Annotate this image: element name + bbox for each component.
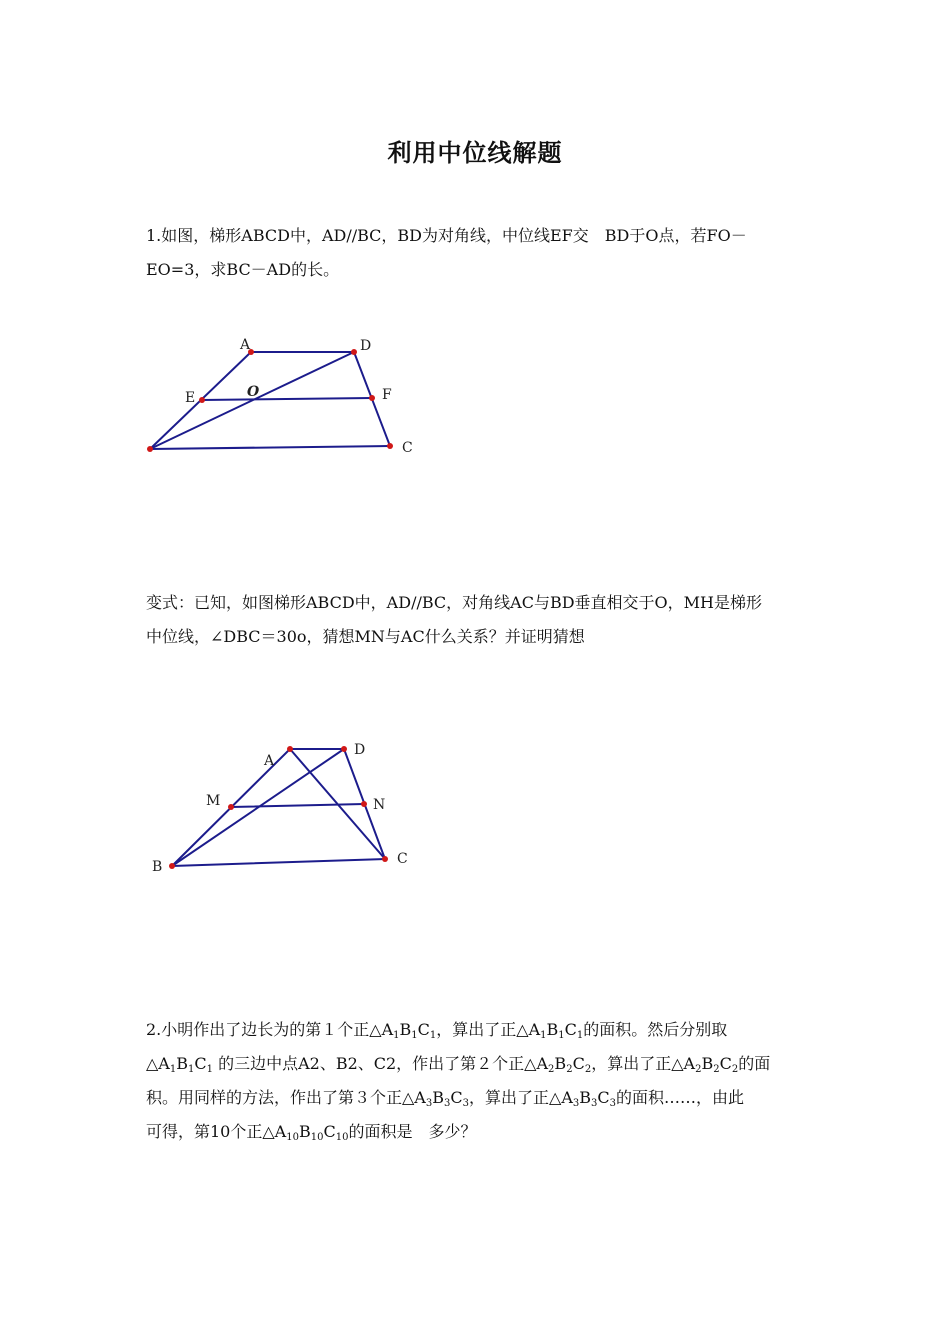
fig2-label-m: M bbox=[206, 793, 221, 809]
problem-2 bbox=[146, 1013, 814, 1149]
fig1-label-c: C bbox=[402, 440, 413, 456]
fig2-label-n: N bbox=[373, 797, 386, 813]
problem-2-line-2: $\triangle A_1B_1C_1$ 的三边中点A2、B2、C2，作出了第２个正$\triangle A_2B_2C_2$，算出了正$\triangle A_2B_2C_2$的面 bbox=[146, 1054, 771, 1075]
fig1-midline-ef bbox=[202, 398, 372, 400]
problem-2-line-3: 积。用同样的方法，作出了第３个正$\triangle A_3B_3C_3$，算出了正$\triangle A_3B_3C_3$的面积……，由此 bbox=[146, 1088, 745, 1109]
fig1-diagonal-bd bbox=[150, 352, 354, 449]
problem-1-line-2: EO=3，求BC－AD的长。 bbox=[146, 260, 340, 279]
fig1-label-d: D bbox=[360, 338, 372, 354]
variant-problem bbox=[146, 586, 814, 654]
figure-1-trapezoid bbox=[147, 337, 413, 456]
fig1-label-f: F bbox=[382, 387, 392, 403]
fig1-label-a: A bbox=[240, 337, 251, 353]
fig2-midline-mn bbox=[231, 804, 364, 807]
fig1-label-e: E bbox=[185, 390, 196, 406]
fig2-label-c: C bbox=[397, 851, 408, 867]
fig2-point-d bbox=[341, 746, 347, 752]
fig2-diagonal-bd bbox=[172, 749, 344, 866]
fig1-label-o: O bbox=[247, 384, 260, 400]
variant-line-2: 中位线，∠DBC＝30o，猜想MN与AC什么关系？并证明猜想 bbox=[146, 627, 585, 646]
fig1-point-c bbox=[387, 443, 393, 449]
fig1-point-d bbox=[351, 349, 357, 355]
fig2-label-d: D bbox=[354, 742, 366, 758]
fig2-point-b bbox=[169, 863, 175, 869]
fig2-label-a: A bbox=[264, 753, 275, 769]
fig1-edge-bc bbox=[150, 446, 390, 449]
page-title: 利用中位线解题 bbox=[387, 139, 563, 167]
problem-2-line-4: 可得，第10个正$\triangle A_{10}B_{10}C_{10}$的面积是 多少？ bbox=[146, 1122, 477, 1143]
fig2-point-a bbox=[287, 746, 293, 752]
problem-1-line-1: 1.如图，梯形ABCD中，AD//BC，BD为对角线，中位线EF交 BD于O点，若FO－ bbox=[146, 226, 747, 245]
fig1-point-f bbox=[369, 395, 375, 401]
fig2-point-c bbox=[382, 856, 388, 862]
fig2-label-b: B bbox=[152, 859, 163, 875]
fig1-point-e bbox=[199, 397, 205, 403]
fig1-point-b bbox=[147, 446, 153, 452]
fig2-edge-bc bbox=[172, 859, 385, 866]
fig2-point-n bbox=[361, 801, 367, 807]
fig2-point-m bbox=[228, 804, 234, 810]
variant-line-1: 变式：已知，如图梯形ABCD中，AD//BC，对角线AC与BD垂直相交于O，MH是梯形 bbox=[146, 593, 762, 612]
figure-2-trapezoid bbox=[152, 742, 408, 875]
problem-2-line-1: 2.小明作出了边长为的第１个正$\triangle A_1B_1C_1$，算出了正$\triangle A_1B_1C_1$的面积。然后分别取 bbox=[146, 1020, 728, 1041]
